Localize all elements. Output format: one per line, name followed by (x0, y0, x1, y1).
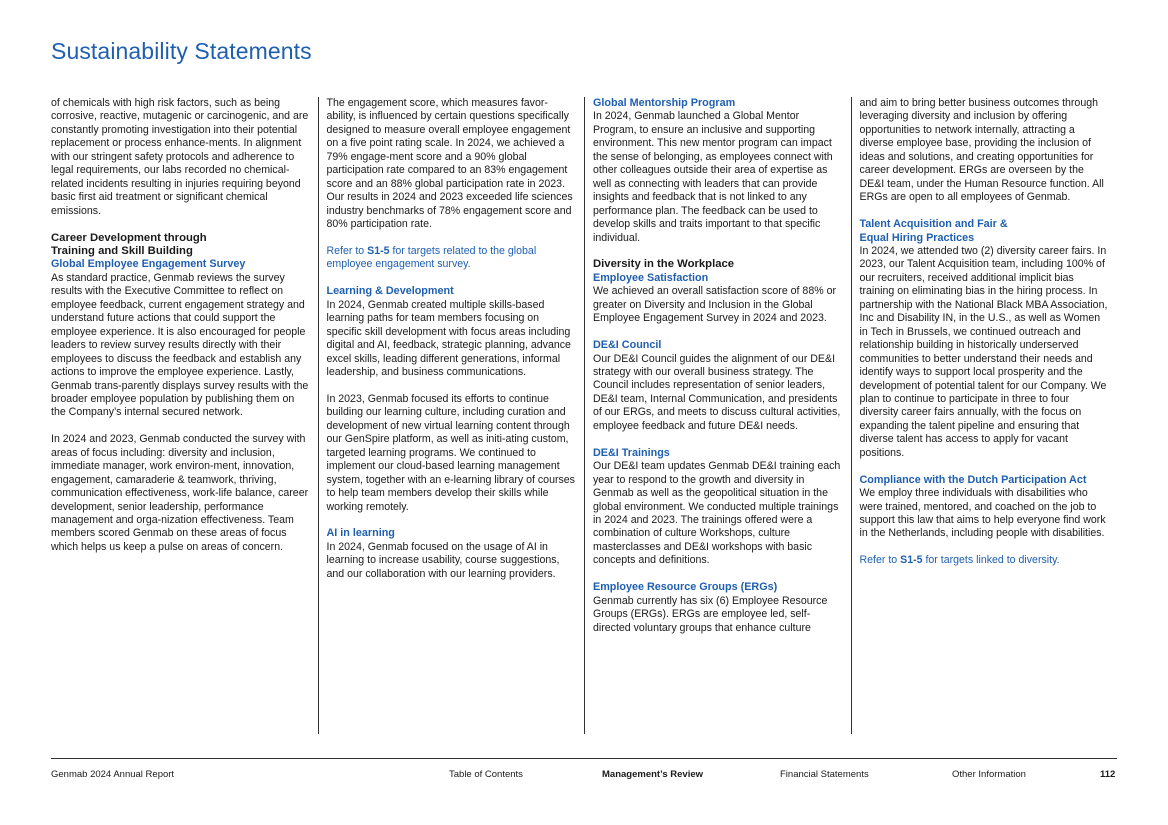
subsection-heading: Compliance with the Dutch Participation Act (859, 473, 1087, 486)
subsection-heading-line: Equal Hiring Practices (859, 231, 975, 244)
paragraph: As standard practice, Genmab reviews the survey results with the Executive Committee to reflect on employee feedback, current engagement strategy and understand future actions that could support the employee experience. It is also encouraged for people leaders to review survey results directly with their employees to discuss the feedback and establish any actions to improve the employee experience. Lastly, Genmab trans-parently displays survey results with the broader employee population by publishing them on the Company’s internal secured network. (51, 271, 309, 419)
paragraph: Genmab currently has six (6) Employee Resource Groups (ERGs). ERGs are employee led, self-directed voluntary groups that enhance culture (593, 594, 828, 634)
page-number: 112 (1100, 769, 1116, 780)
reference-suffix: for targets related to the global employee engagement survey. (326, 244, 537, 271)
section-heading: Diversity in the Workplace (593, 258, 735, 271)
footer-nav-managements-review[interactable]: Management’s Review (602, 769, 704, 780)
subsection-heading: DE&I Trainings (593, 446, 670, 459)
paragraph: We achieved an overall satisfaction score of 88% or greater on Diversity and Inclusion in the Global Employee Engagement Survey in 2024 and 2023. (593, 285, 836, 325)
paragraph: of chemicals with high risk factors, such as being corrosive, reactive, mutagenic or carcinogenic, and are constantly promoting investigation into their potential replacement or process enhance-ments. In alignment with our stringent safety protocols and adherence to legal requirements, our labs recorded no chemical-related incidents resulting in injuries requiring beyond basic first aid treatment or significant chemical emissions. (51, 97, 309, 217)
paragraph: We employ three individuals with disabilities who were trained, mentored, and coached on the job to support this law that aims to help everyone find work in the Netherlands, including people with disabilities. (859, 487, 1106, 540)
subsection-heading: Global Employee Engagement Survey (51, 258, 246, 271)
paragraph: In 2024, Genmab focused on the usage of AI in learning to increase usability, course suggestions, and our collaboration with our learning providers. (326, 540, 560, 580)
subsection-heading: Learning & Development (326, 285, 454, 298)
subsection-heading: Employee Resource Groups (ERGs) (593, 581, 778, 594)
reference-prefix: Refer to (859, 554, 901, 567)
footer-report-title: Genmab 2024 Annual Report (51, 769, 175, 780)
subsection-heading (860, 218, 1110, 245)
paragraph: In 2024, Genmab launched a Global Mentor Program, to ensure an inclusive and supporting environment. This new mentor program can impact the sense of belonging, as employees connect with other colleagues outside their area of expertise as well as connecting with leaders that can provide insights and feedback that is not linked to any performance plan. The feedback can be used to develop skills and traits important to that specific individual. (593, 110, 833, 244)
reference-suffix: for targets linked to diversity. (922, 554, 1060, 567)
reference-link[interactable] (860, 554, 1110, 567)
paragraph: and aim to bring better business outcomes through leveraging diversity and inclusion by offering opportunities to network internally, attracting a diverse employee base, providing the inclusion of ideas and solutions, and creating opportunities for career development. ERGs are overseen by the DE&I team, under the Human Resource function. All ERGs are open to all employees of Genmab. (859, 97, 1104, 204)
reference-code[interactable]: S1-5 (367, 244, 390, 257)
column-4 (851, 97, 1118, 734)
column-3 (584, 97, 851, 734)
reference-prefix: Refer to (326, 244, 368, 257)
paragraph: In 2024, we attended two (2) diversity career fairs. In 2023, our Talent Acquisition team, including 100% of our recruiters, received additional implicit bias training on eliminating bias in the hiring process. In partnership with the National Black MBA Association, Inc and Disability IN, in the U.S., as well as Women in Tech in Brussels, we continued outreach and relationship building in historically underserved communities to better understand their needs and identify ways to support local prosperity and the development of potential talent for our Company. We plan to continue to participate in three to four diversity career fairs annually, with the focus on expanding the talent pipeline and ensuring that diverse talent has access to apply for vacant positions. (859, 244, 1108, 459)
footer-nav-other-information[interactable]: Other Information (952, 769, 1026, 780)
footer-nav-financial-statements[interactable]: Financial Statements (780, 769, 869, 780)
paragraph: In 2023, Genmab focused its efforts to continue building our learning culture, including curation and development of new virtual learning content through our GenSpire platform, as well as initi-ating custom, targeted learning programs. We continued to implement our cloud-based learning management system, together with an e-learning library of courses to help team members develop their skills while working remotely. (326, 392, 575, 513)
paragraph: The engagement score, which measures favor-ability, is influenced by certain questions specifically designed to measure overall employee engagement on a five point rating scale. In 2024, we achieved a 79% engage-ment score and a 90% global participation rate compared to an 83% engagement score and an 88% global participation rate in 2023. Our results in 2024 and 2023 exceeded life sciences industry benchmarks of 78% engagement score and 80% participation rate. (326, 97, 573, 231)
footer-divider (51, 758, 1117, 759)
paragraph: In 2024, Genmab created multiple skills-based learning paths for team members focusing on specific skill development with focus areas including digital and AI, feedback, strategic planning, advance excel skills, leading different generations, informal leadership, and business communications. (326, 298, 571, 379)
column-2 (318, 97, 585, 734)
paragraph: Our DE&I team updates Genmab DE&I training each year to respond to the growth and diversity in Genmab as well as the geopolitical situation in the global environment. We conducted multiple trainings in 2024 and 2023. The trainings offered were a combination of culture Workshops, culture masterclasses and DE&I workshops with basic concepts and definitions. (593, 460, 841, 567)
subsection-heading: DE&I Council (593, 339, 662, 352)
subsection-heading-line: Talent Acquisition and Fair & (859, 218, 1008, 231)
section-heading-line: Training and Skill Building (51, 244, 193, 257)
page-title: Sustainability Statements (51, 38, 312, 64)
subsection-heading: AI in learning (326, 527, 395, 540)
section-heading (51, 232, 310, 259)
subsection-heading: Employee Satisfaction (593, 271, 709, 284)
section-heading-line: Career Development through (51, 231, 207, 244)
subsection-heading: Global Mentorship Program (593, 97, 736, 109)
paragraph: In 2024 and 2023, Genmab conducted the survey with areas of focus including: diversity and inclusion, immediate manager, work environ-ment, innovation, engagement, camaraderie & teamwork, thriving, communication effectiveness, work-life balance, career development, senior leadership, performance management and orga-nization effectiveness. Team members scored Genmab on these areas of focus which helps us keep a pulse on areas of concern. (51, 433, 309, 553)
reference-link[interactable] (327, 245, 577, 272)
footer-nav-table-of-contents[interactable]: Table of Contents (449, 769, 523, 780)
content-columns (51, 97, 1117, 734)
paragraph: Our DE&I Council guides the alignment of our DE&I strategy with our overall business strategy. The Council includes representation of senior leaders, DE&I team, Internal Communication, and presidents of our ERGs, and meets to discuss cultural activities, employee feedback and future DE&I needs. (593, 352, 841, 432)
reference-code[interactable]: S1-5 (900, 554, 923, 567)
column-1 (51, 97, 318, 734)
